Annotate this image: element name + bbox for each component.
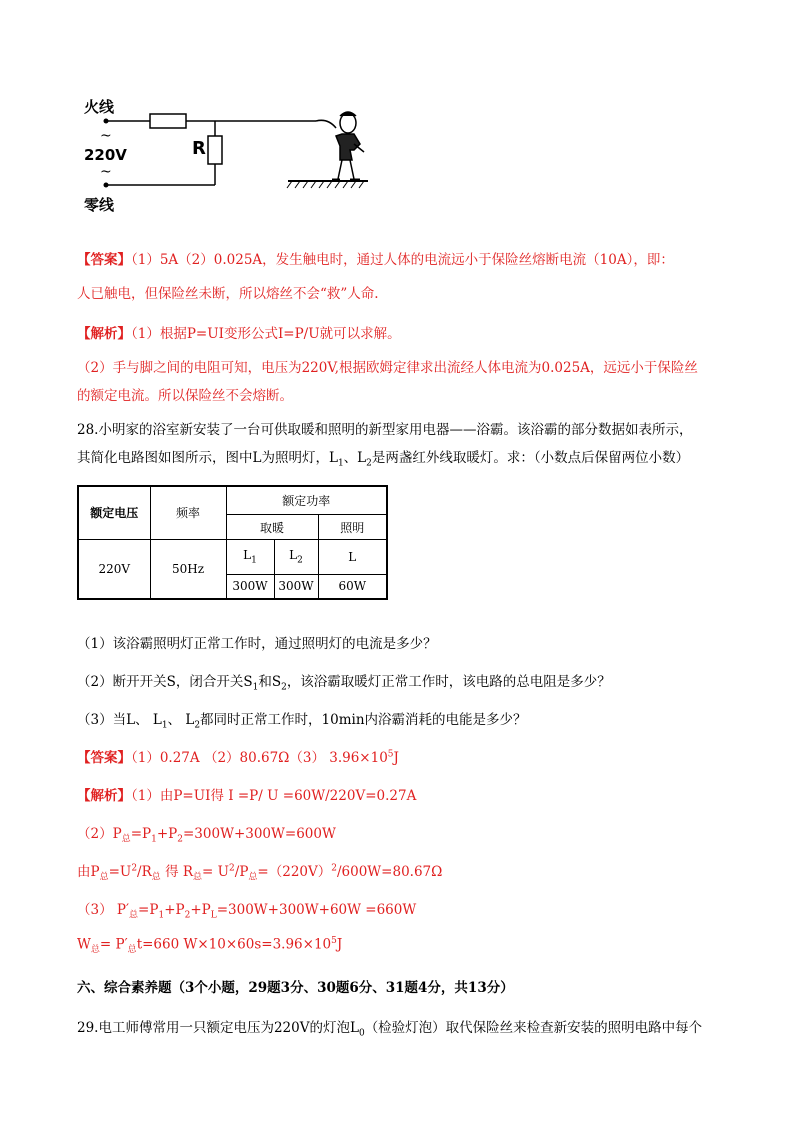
question-28-sub1: （1）该浴霸照明灯正常工作时，通过照明灯的电流是多少？ xyxy=(77,636,437,652)
question-28-sub3: （3）当L、 $L_1$、 $L_2$都同时正常工作时，10min内浴霸消耗的电能是多少？ xyxy=(77,712,527,731)
cell-l1: $L_1$ xyxy=(226,539,274,574)
neutral-wire-label: 零线 xyxy=(84,196,115,214)
person-figure xyxy=(316,112,364,180)
question-29-line1: 29.电工师傅常用一只额定电压为220V的灯泡$L_0$（检验灯泡）取代保险丝来检查新安装的照明电路中每个 xyxy=(77,1020,703,1039)
cell-frequency: 50Hz xyxy=(150,539,226,599)
analysis-text: （1）根据P=UI变形公式I=P/U就可以求解。 xyxy=(131,326,401,342)
fuse xyxy=(150,114,186,128)
cell-l2: $L_2$ xyxy=(274,539,318,574)
analysis-28-line1: 【解析】（1）由P=UI得 I =P/ U =60W/220V=0.27A xyxy=(77,788,417,804)
resistor xyxy=(208,136,222,164)
tilde-top: ~ xyxy=(100,128,112,144)
cell-voltage: 220V xyxy=(78,539,150,599)
section-6-title: 六、综合素养题（3个小题，29题3分、30题6分、31题4分，共13分） xyxy=(77,980,514,996)
analysis-28-line3: 由$P_总=U^2/R_总$ 得 $R_总= U^2/P_总=(220V)^2/600W=80.67\Omega$ xyxy=(77,863,443,883)
question-28-line1: 28.小明家的浴室新安装了一台可供取暖和照明的新型家用电器——浴霸。该浴霸的部分数据如表所示， xyxy=(77,422,693,438)
cell-p1: 300W xyxy=(226,574,274,599)
th-lighting: 照明 xyxy=(318,515,387,540)
analysis-27-line3: 的额定电流。所以保险丝不会熔断。 xyxy=(77,388,293,404)
cell-p3: 60W xyxy=(318,574,387,599)
th-heating: 取暖 xyxy=(226,515,318,540)
cell-l: L xyxy=(318,539,387,574)
answer-28: 【答案】（1）0.27A （2）80.67Ω（3） $3.96\times 10^5J$ xyxy=(77,749,399,766)
spec-table xyxy=(77,485,388,600)
answer-text: （1）5A（2）0.025A，发生触电时，通过人体的电流远小于保险丝熔断电流（10A），即： xyxy=(131,252,674,268)
analysis-28-line2: $(2)P_总=P_1+P_2=300W+300W=600W$ xyxy=(77,826,336,845)
answer-27-line2: 人已触电，但保险丝未断，所以熔丝不会“救”人命. xyxy=(77,286,379,302)
th-frequency: 频率 xyxy=(150,486,226,539)
analysis-28-line4: （3） $P'_总=P_1+P_2+P_L=300W+300W+60W =660W$ xyxy=(77,902,417,921)
analysis-tag: 【解析】 xyxy=(77,326,131,342)
cell-p2: 300W xyxy=(274,574,318,599)
live-wire-label: 火线 xyxy=(84,98,115,116)
analysis-27-line2: （2）手与脚之间的电阻可知，电压为220V,根据欧姆定律求出流经人体电流为0.025A，远远小于保险丝 xyxy=(77,360,698,376)
tilde-bottom: ~ xyxy=(100,164,112,180)
question-28-sub2: （2）断开开关S，闭合开关$S_1$和$S_2$，该浴霸取暖灯正常工作时，该电路的总电阻是多少？ xyxy=(77,674,611,693)
voltage-label: 220V xyxy=(84,146,127,164)
analysis-28-line5: $W_总= P'_总t=660$ $W\times 10\times 60s=3.96\times 10^5J$ xyxy=(77,936,343,956)
answer-tag: 【答案】 xyxy=(77,252,131,268)
th-voltage: 额定电压 xyxy=(78,486,150,539)
answer-27-line1 xyxy=(77,248,674,268)
th-power: 额定功率 xyxy=(226,486,387,515)
question-28-line2: 其简化电路图如图所示，图中L为照明灯，$L_1$、$L_2$是两盏红外线取暖灯。求：（小数点后保留两位小数） xyxy=(77,450,690,469)
resistor-label: R xyxy=(192,138,206,159)
circuit-diagram xyxy=(78,88,368,228)
analysis-27-line1 xyxy=(77,322,401,342)
